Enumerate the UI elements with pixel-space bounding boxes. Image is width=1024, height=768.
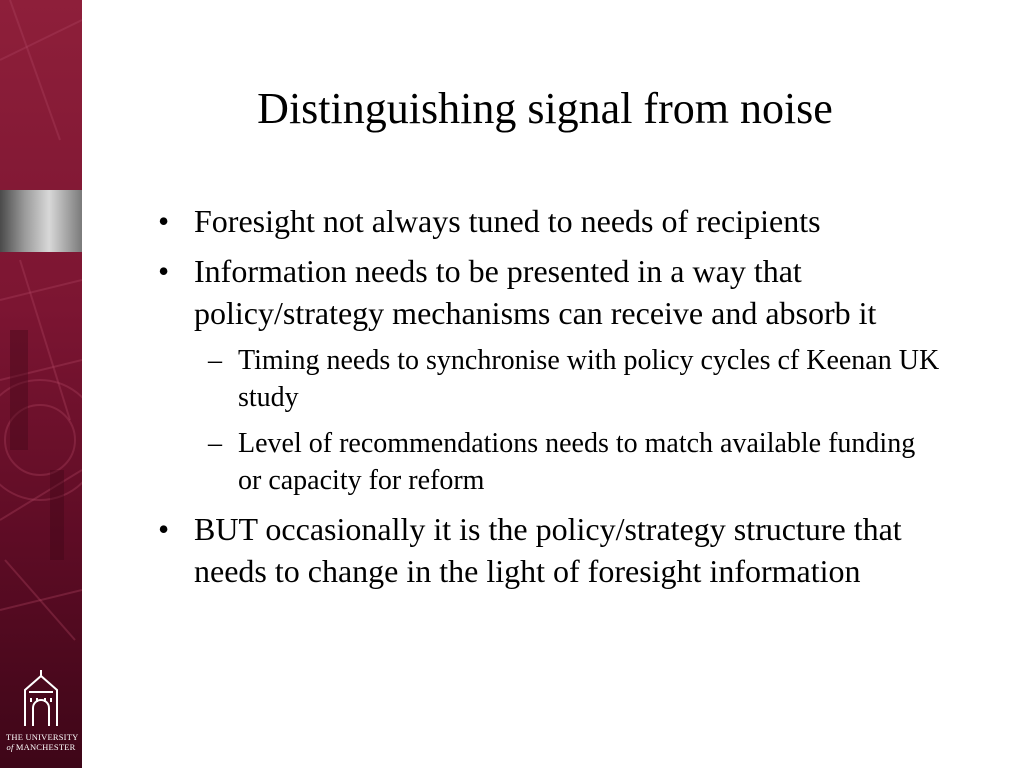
logo-line-1: THE UNIVERSITY <box>6 732 79 742</box>
bullet-list <box>150 200 940 592</box>
bullet-marker: • <box>158 203 170 239</box>
bullet-text: BUT occasionally it is the policy/strategy structure that needs to change in the light of foresight information <box>194 511 902 589</box>
university-logo <box>6 668 79 764</box>
bullet-text: Foresight not always tuned to needs of recipients <box>194 203 821 239</box>
sub-bullet-text: Timing needs to synchronise with policy cycles cf Keenan UK study <box>238 345 940 413</box>
slide-title: Distinguishing signal from noise <box>257 84 833 133</box>
bullet-item <box>150 250 940 499</box>
sidebar-texture <box>0 0 82 768</box>
sub-bullet-item <box>194 342 940 416</box>
sub-bullet-text: Level of recommendations needs to match available funding or capacity for reform <box>238 428 916 496</box>
bullet-item <box>150 508 940 592</box>
bullet-text: Information needs to be presented in a way that policy/strategy mechanisms can receive and absorb it <box>194 253 877 331</box>
university-crest-icon <box>21 668 61 728</box>
slide-body <box>150 200 940 600</box>
sub-bullet-item <box>194 425 940 499</box>
decorative-sidebar <box>0 0 82 768</box>
bullet-marker: • <box>158 511 170 547</box>
photo-strip <box>0 190 82 252</box>
sub-bullet-marker: – <box>208 428 222 459</box>
logo-line-2: MANCHESTER <box>15 742 76 752</box>
sub-bullet-marker: – <box>208 345 222 376</box>
logo-line-2-prefix: of <box>6 742 14 752</box>
sub-bullet-list <box>194 342 940 499</box>
bullet-item <box>150 200 940 242</box>
bullet-marker: • <box>158 253 170 289</box>
